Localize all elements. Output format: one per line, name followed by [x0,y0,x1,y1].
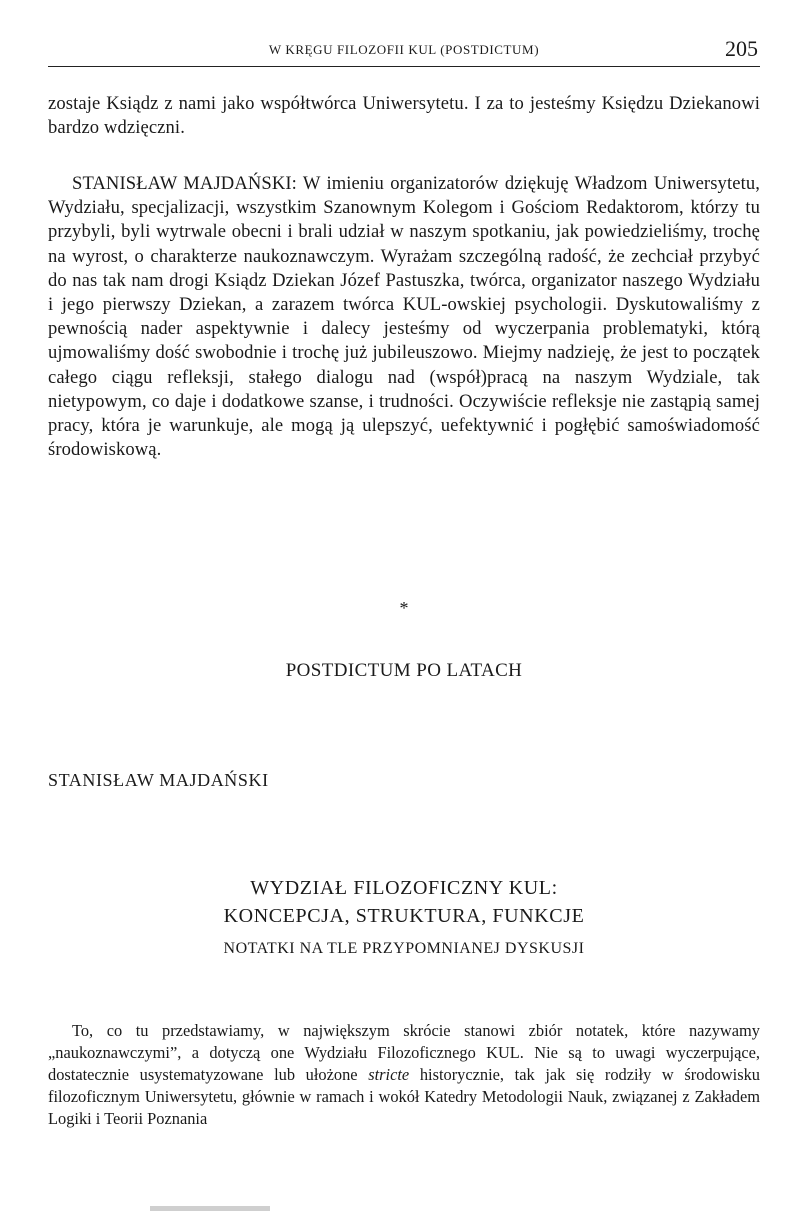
intro-italic-term: stricte [368,1065,410,1084]
section-title: POSTDICTUM PO LATACH [285,660,523,681]
author-name: STANISŁAW MAJDAŃSKI [48,770,269,790]
scan-smudge [150,1206,270,1211]
article-title-line-1: WYDZIAŁ FILOZOFICZNY KUL: [250,877,558,899]
article-subtitle: NOTATKI NA TLE PRZYPOMNIANEJ DYSKUSJI [223,940,585,957]
section-separator: * [399,598,409,618]
page-number: 205 [725,36,758,61]
article-title-line-2: KONCEPCJA, STRUKTURA, FUNKCJE [223,905,585,927]
article-title [48,874,760,930]
paragraph-closing-remarks: STANISŁAW MAJDAŃSKI: W imieniu organizatorów dziękuję Władzom Uniwersytetu, Wydziału, specjalizacji, wszystkim Szanownym Kolegom i Gościom Redaktorom, którzy tu przybyli, byli wytrwale obecni i brali udział w naszym spotkaniu, jak powiedzieliśmy, trochę na wyrost, o charakterze naukoznawczym. Wyrażam szczególną radość, że zechciał przybyć do nas tak nam drogi Ksiądz Dziekan Józef Pastuszka, twórca, organizator naszego Wydziału i jego pierwszy Dziekan, a zarazem twórca KUL-owskiej psychologii. Dyskutowaliśmy z pewnością nader aspektywnie i dalecy jesteśmy od wyczerpania problematyki, którą ujmowaliśmy dość swobodnie i trochę już jubileuszowo. Miejmy nadzieję, że jest to początek całego ciągu refleksji, stałego dialogu nad (współ)pracą na naszym Wydziale, tak nietypowym, co daje i dodatkowe szanse, i trudności. Oczywiście refleksje nie zastąpią samej pracy, która je warunkuje, ale mogą ją ulepszyć, uefektywnić i pogłębić samoświadomość środowiskową. [48,173,760,461]
intro-paragraph [48,1020,760,1130]
intro-text-start: To, co tu przedstawiamy, w największym skrócie stanowi zbiór notatek, które nazywamy „naukoznawczymi”, a dotyczą one Wydziału Filozoficznego KUL. Nie są to uwagi wyczerpujące, dostatecznie usystematyzowane lub ułożone [48,1021,760,1084]
paragraph-continuation: zostaje Ksiądz z nami jako współtwórca Uniwersytetu. I za to jesteśmy Księdzu Dziekanowi bardzo wdzięczni. [48,93,760,139]
running-title: W KRĘGU FILOZOFII KUL (POSTDICTUM) [268,42,540,57]
running-head [48,36,760,67]
intro-text-end: historycznie, tak jak się rodziły w środowisku filozoficznym Uniwersytetu, głównie w ramach i wokół Katedry Metodologii Nauk, związanej z Zakładem Logiki i Teorii Poznania [48,1065,760,1128]
